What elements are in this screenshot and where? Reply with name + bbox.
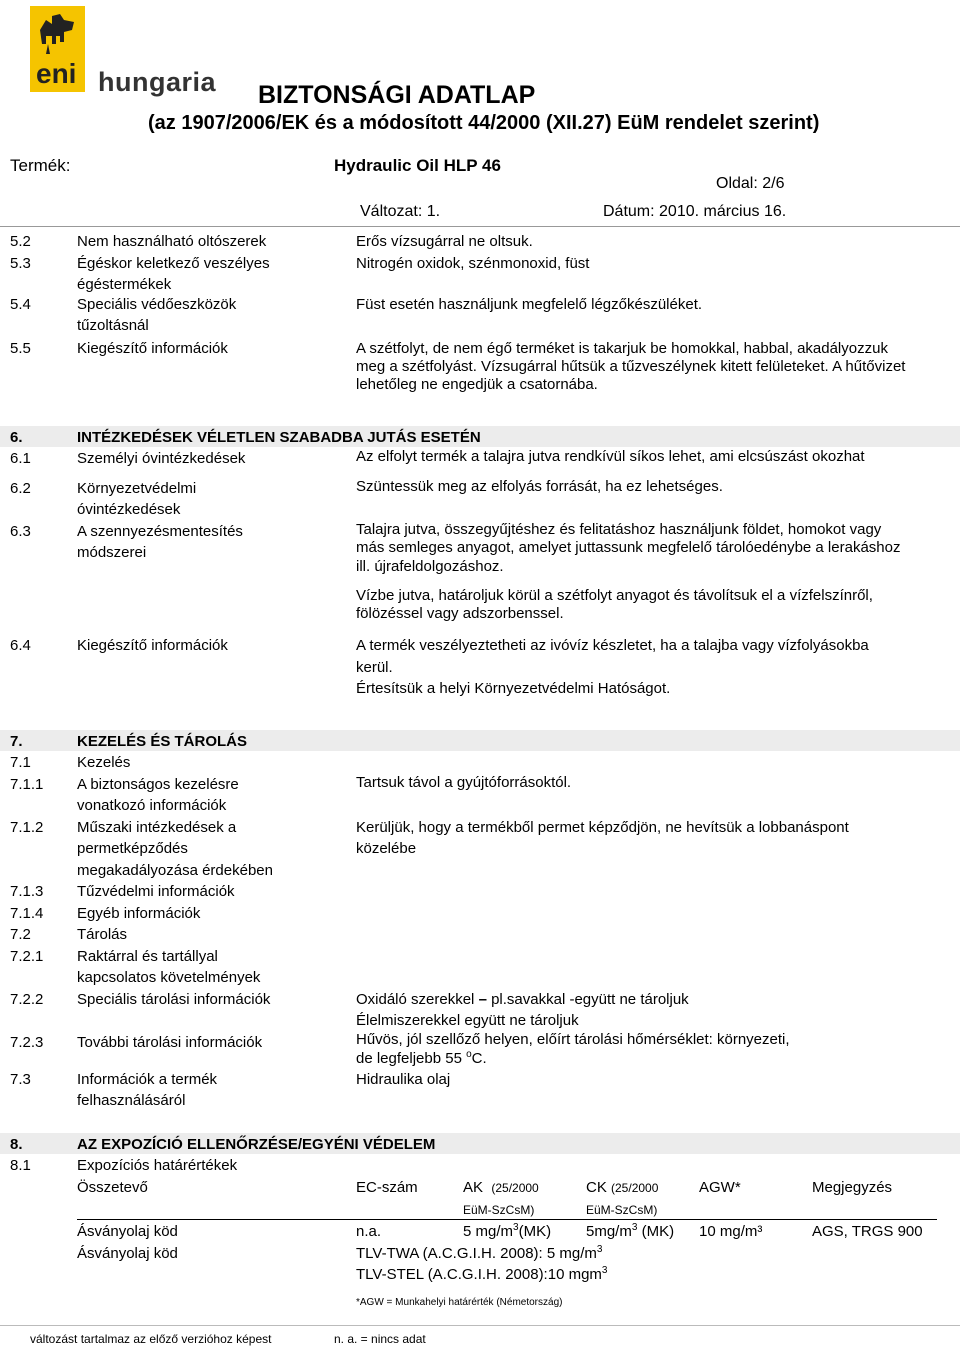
row-value: Talajra jutva, összegyűjtéshez és felitatáshoz használjunk földet, homokot vagy [356,521,882,538]
value-dash: – [478,991,487,1008]
header-divider [0,226,960,227]
row-number: 7.2.3 [10,1034,44,1051]
document-title: BIZTONSÁGI ADATLAP [258,81,536,109]
row-value: Szüntessük meg az elfolyás forrását, ha ez lehetséges. [356,478,723,495]
row-value: Vízbe jutva, határoljuk körül a szétfolyt anyagot és távolítsuk el a vízfelszínről, [356,587,873,604]
row-number: 5.4 [10,296,31,313]
row-value: A termék veszélyeztetheti az ivóvíz készletet, ha a talajba vagy vízfolyásokba [356,637,869,654]
cell-part: TLV-STEL (A.C.G.I.H. 2008):10 mgm [356,1266,602,1283]
row-label: A szennyezésmentesítés [77,523,243,540]
company-logo [20,6,217,106]
value-part: pl.savakkal -együtt ne tároljuk [486,991,689,1008]
row-value: Értesítsük a helyi Környezetvédelmi Hatóságot. [356,680,671,697]
row-number: 6.1 [10,450,31,467]
row-number: 7.1.2 [10,819,44,836]
page-number: Oldal: 2/6 [716,175,785,192]
product-label: Termék: [10,156,71,175]
row-label: Nem használható oltószerek [77,233,267,250]
row-number: 7.1.3 [10,883,44,900]
product-name: Hydraulic Oil HLP 46 [334,156,501,175]
row-value [356,1050,487,1068]
row-number: 5.5 [10,340,31,357]
row-number: 6.3 [10,523,31,540]
col-header-note: EüM-SzCsM) [463,1203,535,1217]
footer-change-note: változást tartalmaz az előző verzióhoz képest [30,1332,272,1346]
row-label: Műszaki intézkedések a [77,819,237,836]
superscript: 3 [601,1265,608,1276]
row-label: Tárolás [77,926,128,943]
col-header-ck [586,1179,658,1197]
col-header-text: CK [586,1179,607,1196]
row-value [356,991,689,1009]
version: Változat: 1. [360,203,441,220]
row-label: módszerei [77,544,147,561]
row-number: 7.1.1 [10,776,44,793]
row-label: Égéskor keletkező veszélyes [77,255,270,272]
row-number: 7.2.2 [10,991,44,1008]
logo-yellow-block [30,6,85,92]
row-label: Speciális védőeszközök [77,296,237,313]
table-cell-note: AGS, TRGS 900 [812,1223,923,1240]
col-header-agw: AGW* [699,1179,741,1196]
row-label: vonatkozó információk [77,797,227,814]
row-value: meg a szétfolyást. Vízsugárral hűtsük a tűzveszélynek kitett felületeket. A hűtővizet [356,358,906,375]
row-number: 7.2 [10,926,31,943]
col-header-text: AK [463,1179,484,1196]
row-label: A biztonságos kezelésre [77,776,239,793]
row-label: megakadályozása érdekében [77,862,273,879]
row-label: Tűzvédelmi információk [77,883,235,900]
row-label: Környezetvédelmi [77,480,197,497]
superscript: 3 [596,1244,603,1255]
row-label: Speciális tárolási információk [77,991,271,1008]
six-legged-dog-icon [30,8,85,63]
table-header-divider [77,1219,937,1220]
table-cell-component: Ásványolaj köd [77,1245,178,1262]
section-number: 7. [10,733,23,750]
document-subtitle: (az 1907/2006/EK és a módosított 44/2000 (XII.27) EüM rendelet szerint) [148,112,820,134]
logo-eni-text: eni [36,58,77,89]
row-label: Személyi óvintézkedések [77,450,246,467]
row-number: 7.1 [10,754,31,771]
cell-part: TLV-TWA (A.C.G.I.H. 2008): 5 mg/m [356,1245,597,1262]
section-number: 8. [10,1136,23,1153]
row-label: Raktárral és tartállyal [77,948,218,965]
table-cell-component: Ásványolaj köd [77,1223,178,1240]
row-value: Erős vízsugárral ne oltsuk. [356,233,533,250]
row-value: közelébe [356,840,417,857]
table-cell-tlv-twa [356,1245,602,1263]
date: Dátum: 2010. március 16. [603,203,787,220]
table-cell-ck [586,1223,674,1241]
row-label: Expozíciós határértékek [77,1157,238,1174]
table-cell-ec: n.a. [356,1223,382,1240]
col-header-component: Összetevő [77,1179,148,1196]
row-number: 5.2 [10,233,31,250]
row-label: permetképződés [77,840,188,857]
footer-na-note: n. a. = nincs adat [334,1332,426,1346]
row-number: 6.2 [10,480,31,497]
table-footnote: *AGW = Munkahelyi határérték (Németország) [356,1297,563,1308]
row-label: felhasználásáról [77,1092,186,1109]
row-value: Nitrogén oxidok, szénmonoxid, füst [356,255,590,272]
row-value: kerül. [356,659,393,676]
row-label: Kezelés [77,754,131,771]
row-label: Kiegészítő információk [77,340,228,357]
value-part: de legfeljebb 55 [356,1050,467,1067]
row-label: tűzoltásnál [77,317,149,334]
row-label: égéstermékek [77,276,172,293]
row-number: 7.3 [10,1071,31,1088]
row-value: lehetőleg ne engedjük a csatornába. [356,376,598,393]
row-value: Az elfolyt termék a talajra jutva rendkívül síkos lehet, ami elcsúszást okozhat [356,448,865,465]
section-number: 6. [10,429,23,446]
row-label: kapcsolatos követelmények [77,969,261,986]
col-header-note: (25/2000 [611,1181,659,1195]
col-header-note: EüM-SzCsM) [586,1203,658,1217]
row-label: óvintézkedések [77,501,181,518]
row-value: Tartsuk távol a gyújtóforrásoktól. [356,774,572,791]
superscript: o [466,1049,472,1060]
col-header-ec: EC-szám [356,1179,418,1196]
row-value: Hűvös, jól szellőző helyen, előírt tárolási hőmérséklet: környezeti, [356,1031,790,1048]
logo-hungaria-text: hungaria [98,67,217,97]
value-part: Oxidáló szerekkel [356,991,479,1008]
row-value: fölözéssel vagy adszorbenssel. [356,605,564,622]
cell-part: (MK) [518,1223,552,1240]
cell-part: (MK) [637,1223,675,1240]
row-value: más semleges anyagot, amelyet juttassunk megfelelő tárolóedénybe a lerakáshoz [356,539,901,556]
row-label: Kiegészítő információk [77,637,228,654]
superscript: 3 [513,1222,519,1233]
row-value: Hidraulika olaj [356,1071,451,1088]
section-title: INTÉZKEDÉSEK VÉLETLEN SZABADBA JUTÁS ESETÉN [77,429,481,446]
section-title: KEZELÉS ÉS TÁROLÁS [77,733,248,750]
section-title: AZ EXPOZÍCIÓ ELLENŐRZÉSE/EGYÉNI VÉDELEM [77,1136,436,1153]
row-value: Kerüljük, hogy a termékből permet képződjön, ne hevítsük a lobbanáspont [356,819,849,836]
row-value: Élelmiszerekkel együtt ne tároljuk [356,1012,579,1029]
row-number: 5.3 [10,255,31,272]
cell-part: 5 mg/m [463,1223,514,1240]
row-value: ill. újrafeldolgozáshoz. [356,558,504,575]
table-cell-tlv-stel [356,1266,607,1284]
footer-divider [0,1325,960,1326]
row-number: 7.1.4 [10,905,44,922]
row-label: További tárolási információk [77,1034,263,1051]
table-cell-ak [463,1223,551,1241]
row-value: Füst esetén használjunk megfelelő légzőkészüléket. [356,296,703,313]
row-number: 8.1 [10,1157,31,1174]
table-cell-agw: 10 mg/m³ [699,1223,763,1240]
row-value: A szétfolyt, de nem égő terméket is takarjuk be homokkal, habbal, akadályozzuk [356,340,888,357]
col-header-note-col: Megjegyzés [812,1179,893,1196]
superscript: 3 [631,1222,638,1233]
col-header-note: (25/2000 [491,1181,539,1195]
value-part: C. [471,1050,487,1067]
row-number: 7.2.1 [10,948,44,965]
col-header-ak [463,1179,539,1197]
cell-part: 5mg/m [586,1223,632,1240]
row-number: 6.4 [10,637,31,654]
row-label: Információk a termék [77,1071,218,1088]
row-label: Egyéb információk [77,905,201,922]
